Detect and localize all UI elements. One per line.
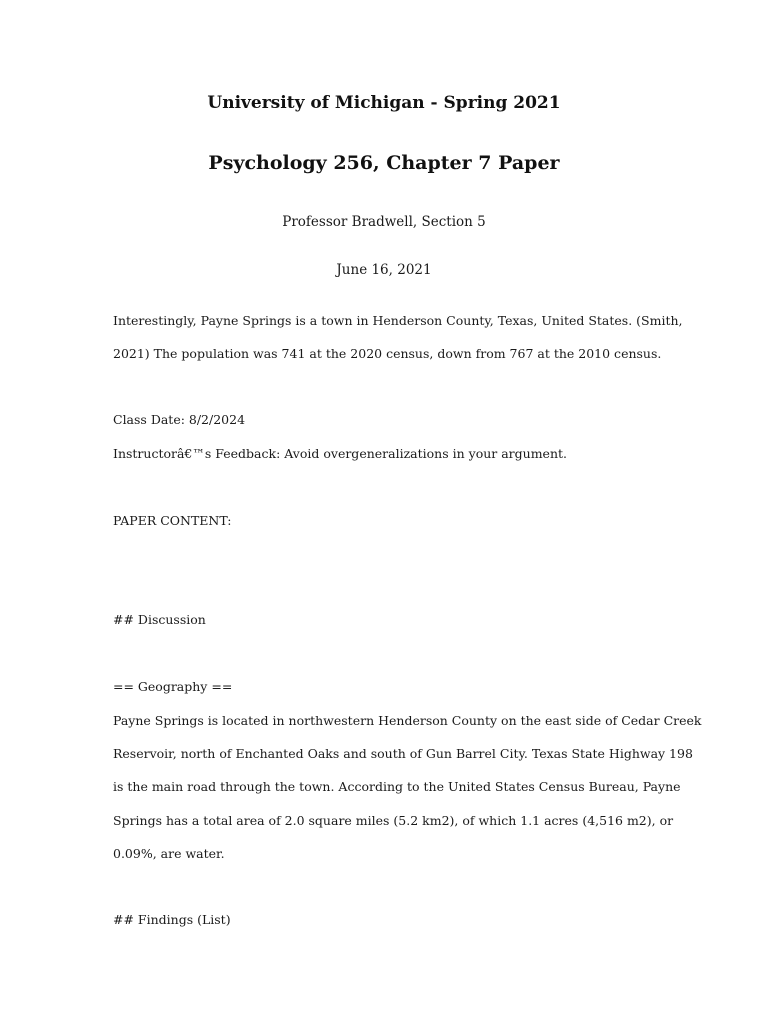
geography-line-2: Reservoir, north of Enchanted Oaks and south of Gun Barrel City. Texas State Highway 198: [113, 746, 693, 761]
geography-heading: == Geography ==: [113, 679, 233, 694]
professor-line: Professor Bradwell, Section 5: [282, 214, 486, 230]
paper-content-label: PAPER CONTENT:: [113, 513, 232, 528]
geography-line-1: Payne Springs is located in northwestern Henderson County on the east side of Cedar Creek: [113, 713, 702, 728]
class-date: Class Date: 8/2/2024: [113, 412, 246, 427]
geography-line-5: 0.09%, are water.: [113, 846, 225, 861]
date-line: June 16, 2021: [336, 262, 432, 278]
discussion-heading: ## Discussion: [113, 612, 206, 627]
geography-line-4: Springs has a total area of 2.0 square miles (5.2 km2), of which 1.1 acres (4,516 m2), or: [113, 813, 674, 828]
findings-heading: ## Findings (List): [113, 912, 231, 927]
intro-line-1: Interestingly, Payne Springs is a town in Henderson County, Texas, United States. (Smith,: [113, 313, 683, 328]
instructor-feedback: Instructorâ€™s Feedback: Avoid overgeneralizations in your argument.: [113, 446, 567, 461]
paper-title: Psychology 256, Chapter 7 Paper: [208, 152, 560, 174]
intro-line-2: 2021) The population was 741 at the 2020 census, down from 767 at the 2010 census.: [113, 346, 662, 361]
geography-line-3: is the main road through the town. According to the United States Census Bureau, Payne: [113, 779, 681, 794]
university-title: University of Michigan - Spring 2021: [207, 93, 561, 113]
